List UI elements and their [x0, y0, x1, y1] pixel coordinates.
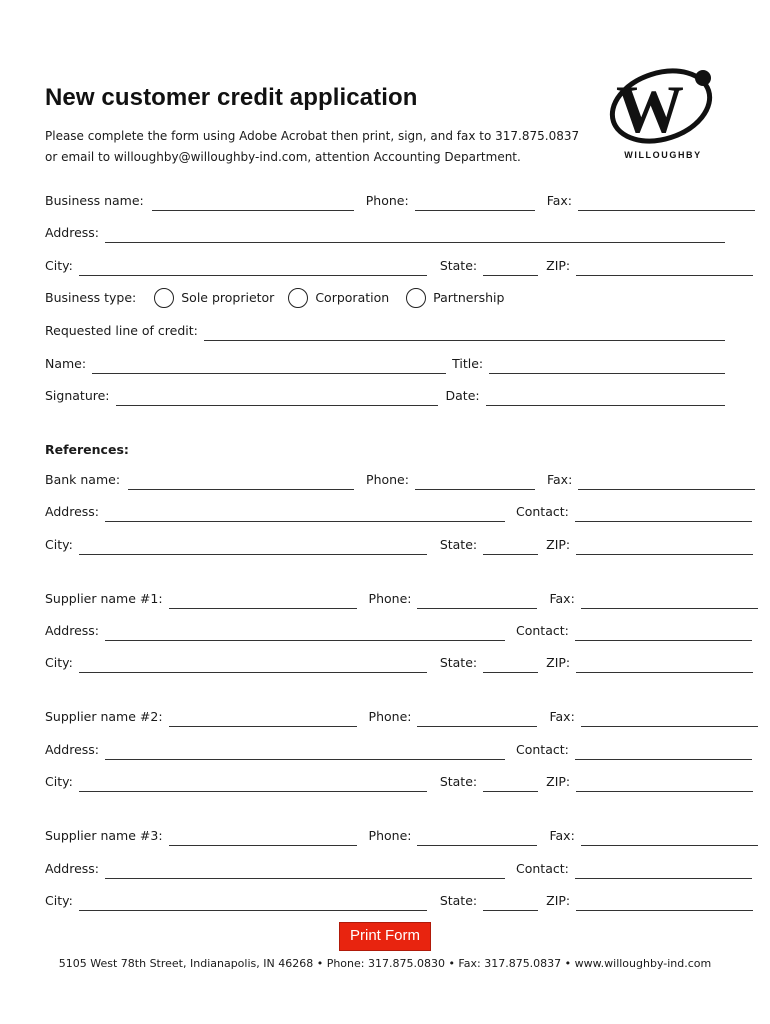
supplier2-address-field[interactable]	[105, 741, 505, 760]
supplier3-city-row	[45, 889, 725, 911]
supplier2-name-field[interactable]	[169, 708, 357, 727]
supplier3-fax-label: Fax:	[549, 828, 575, 843]
supplier2-state-label: State:	[439, 774, 478, 789]
phone-field[interactable]	[415, 192, 535, 211]
bank-fax-field[interactable]	[578, 471, 755, 490]
supplier1-contact-field[interactable]	[575, 622, 752, 641]
supplier1-address-row	[45, 619, 725, 641]
bank-zip-field[interactable]	[576, 536, 753, 555]
supplier2-fax-field[interactable]	[581, 708, 758, 727]
corporation-label: Corporation	[315, 290, 390, 305]
willoughby-logo	[606, 66, 721, 162]
supplier1-fax-label: Fax:	[549, 591, 575, 606]
zip-label: ZIP:	[546, 258, 571, 273]
business-type-options	[154, 288, 510, 308]
bank-city-row	[45, 533, 725, 555]
supplier3-contact-label: Contact:	[516, 861, 569, 876]
supplier3-address-field[interactable]	[105, 860, 505, 879]
sole-proprietor-radio[interactable]	[154, 288, 174, 308]
signature-label: Signature:	[45, 388, 110, 403]
title-field[interactable]	[489, 355, 725, 374]
supplier1-phone-label: Phone:	[368, 591, 412, 606]
supplier2-state-field[interactable]	[483, 773, 538, 792]
credit-line-row	[45, 319, 725, 341]
supplier2-phone-label: Phone:	[368, 709, 412, 724]
state-field[interactable]	[483, 257, 538, 276]
bank-fax-label: Fax:	[546, 472, 573, 487]
supplier3-state-field[interactable]	[483, 892, 538, 911]
supplier2-name-row	[45, 705, 725, 727]
bank-contact-label: Contact:	[516, 504, 569, 519]
supplier2-zip-label: ZIP:	[546, 774, 571, 789]
business-type-row	[45, 286, 725, 308]
footer-contact-info: 5105 West 78th Street, Indianapolis, IN 46268 • Phone: 317.875.0830 • Fax: 317.875.0837 • www.willoughby-ind.com	[58, 957, 712, 970]
date-field[interactable]	[486, 387, 725, 406]
bank-name-field[interactable]	[128, 471, 354, 490]
supplier3-city-field[interactable]	[79, 892, 427, 911]
supplier3-contact-field[interactable]	[575, 860, 752, 879]
credit-line-label: Requested line of credit:	[45, 323, 198, 338]
bank-zip-label: ZIP:	[546, 537, 571, 552]
supplier1-phone-field[interactable]	[417, 590, 537, 609]
supplier3-name-row	[45, 824, 725, 846]
address-label: Address:	[45, 225, 99, 240]
supplier3-address-row	[45, 857, 725, 879]
address-row	[45, 221, 725, 243]
supplier2-address-row	[45, 738, 725, 760]
bank-contact-field[interactable]	[575, 503, 752, 522]
name-field[interactable]	[92, 355, 446, 374]
supplier1-address-label: Address:	[45, 623, 99, 638]
bank-city-label: City:	[45, 537, 73, 552]
supplier1-city-label: City:	[45, 655, 73, 670]
sole-proprietor-label: Sole proprietor	[181, 290, 275, 305]
supplier2-contact-label: Contact:	[516, 742, 569, 757]
title-label: Title:	[452, 356, 484, 371]
bank-state-label: State:	[439, 537, 478, 552]
bank-state-field[interactable]	[483, 536, 538, 555]
logo-wordmark: WILLOUGHBY	[624, 150, 702, 160]
date-label: Date:	[445, 388, 480, 403]
bank-address-label: Address:	[45, 504, 99, 519]
bank-phone-label: Phone:	[366, 472, 409, 487]
business-name-field[interactable]	[152, 192, 354, 211]
supplier2-phone-field[interactable]	[417, 708, 537, 727]
references-heading: References:	[45, 442, 129, 457]
form-instructions	[45, 126, 579, 168]
supplier1-city-row	[45, 651, 725, 673]
instructions-line-1: Please complete the form using Adobe Acrobat then print, sign, and fax to 317.875.0837	[45, 129, 580, 143]
credit-line-field[interactable]	[204, 322, 725, 341]
supplier3-phone-label: Phone:	[368, 828, 412, 843]
supplier2-city-label: City:	[45, 774, 73, 789]
supplier1-contact-label: Contact:	[516, 623, 569, 638]
supplier2-zip-field[interactable]	[576, 773, 753, 792]
name-row	[45, 352, 725, 374]
print-form-button[interactable]: Print Form	[339, 922, 431, 951]
fax-field[interactable]	[578, 192, 755, 211]
supplier3-state-label: State:	[439, 893, 478, 908]
zip-field[interactable]	[576, 257, 753, 276]
supplier2-name-label: Supplier name #2:	[45, 709, 163, 724]
supplier2-address-label: Address:	[45, 742, 99, 757]
supplier2-fax-label: Fax:	[549, 709, 575, 724]
corporation-radio[interactable]	[288, 288, 308, 308]
supplier1-state-label: State:	[439, 655, 478, 670]
bank-city-field[interactable]	[79, 536, 427, 555]
supplier1-city-field[interactable]	[79, 654, 427, 673]
bank-name-label: Bank name:	[45, 472, 121, 487]
supplier1-address-field[interactable]	[105, 622, 505, 641]
bank-phone-field[interactable]	[415, 471, 535, 490]
supplier3-city-label: City:	[45, 893, 73, 908]
business-name-row	[45, 189, 725, 211]
supplier2-city-field[interactable]	[79, 773, 427, 792]
supplier1-state-field[interactable]	[483, 654, 538, 673]
supplier2-contact-field[interactable]	[575, 741, 752, 760]
supplier3-name-label: Supplier name #3:	[45, 828, 163, 843]
supplier3-zip-label: ZIP:	[546, 893, 571, 908]
supplier1-name-label: Supplier name #1:	[45, 591, 163, 606]
supplier1-fax-field[interactable]	[581, 590, 758, 609]
supplier3-zip-field[interactable]	[576, 892, 753, 911]
supplier1-name-field[interactable]	[169, 590, 357, 609]
name-label: Name:	[45, 356, 87, 371]
supplier3-name-field[interactable]	[169, 827, 357, 846]
supplier1-zip-label: ZIP:	[546, 655, 571, 670]
business-name-label: Business name:	[45, 193, 144, 208]
logo-letter: W	[616, 71, 684, 147]
supplier1-name-row	[45, 587, 725, 609]
bank-address-row	[45, 500, 725, 522]
partnership-radio[interactable]	[406, 288, 426, 308]
supplier1-zip-field[interactable]	[576, 654, 753, 673]
city-field[interactable]	[79, 257, 427, 276]
phone-label: Phone:	[365, 193, 409, 208]
partnership-label: Partnership	[433, 290, 505, 305]
form-title: New customer credit application	[45, 84, 418, 111]
bank-name-row	[45, 468, 725, 490]
address-field[interactable]	[105, 224, 725, 243]
supplier3-phone-field[interactable]	[417, 827, 537, 846]
fax-label: Fax:	[546, 193, 573, 208]
city-label: City:	[45, 258, 73, 273]
city-row	[45, 254, 725, 276]
supplier2-city-row	[45, 770, 725, 792]
supplier3-fax-field[interactable]	[581, 827, 758, 846]
bank-address-field[interactable]	[105, 503, 505, 522]
instructions-line-2: or email to willoughby@willoughby-ind.com, attention Accounting Department.	[45, 150, 521, 164]
supplier3-address-label: Address:	[45, 861, 99, 876]
signature-row	[45, 384, 725, 406]
signature-field[interactable]	[116, 387, 438, 406]
state-label: State:	[439, 258, 478, 273]
business-type-label: Business type:	[45, 290, 137, 305]
